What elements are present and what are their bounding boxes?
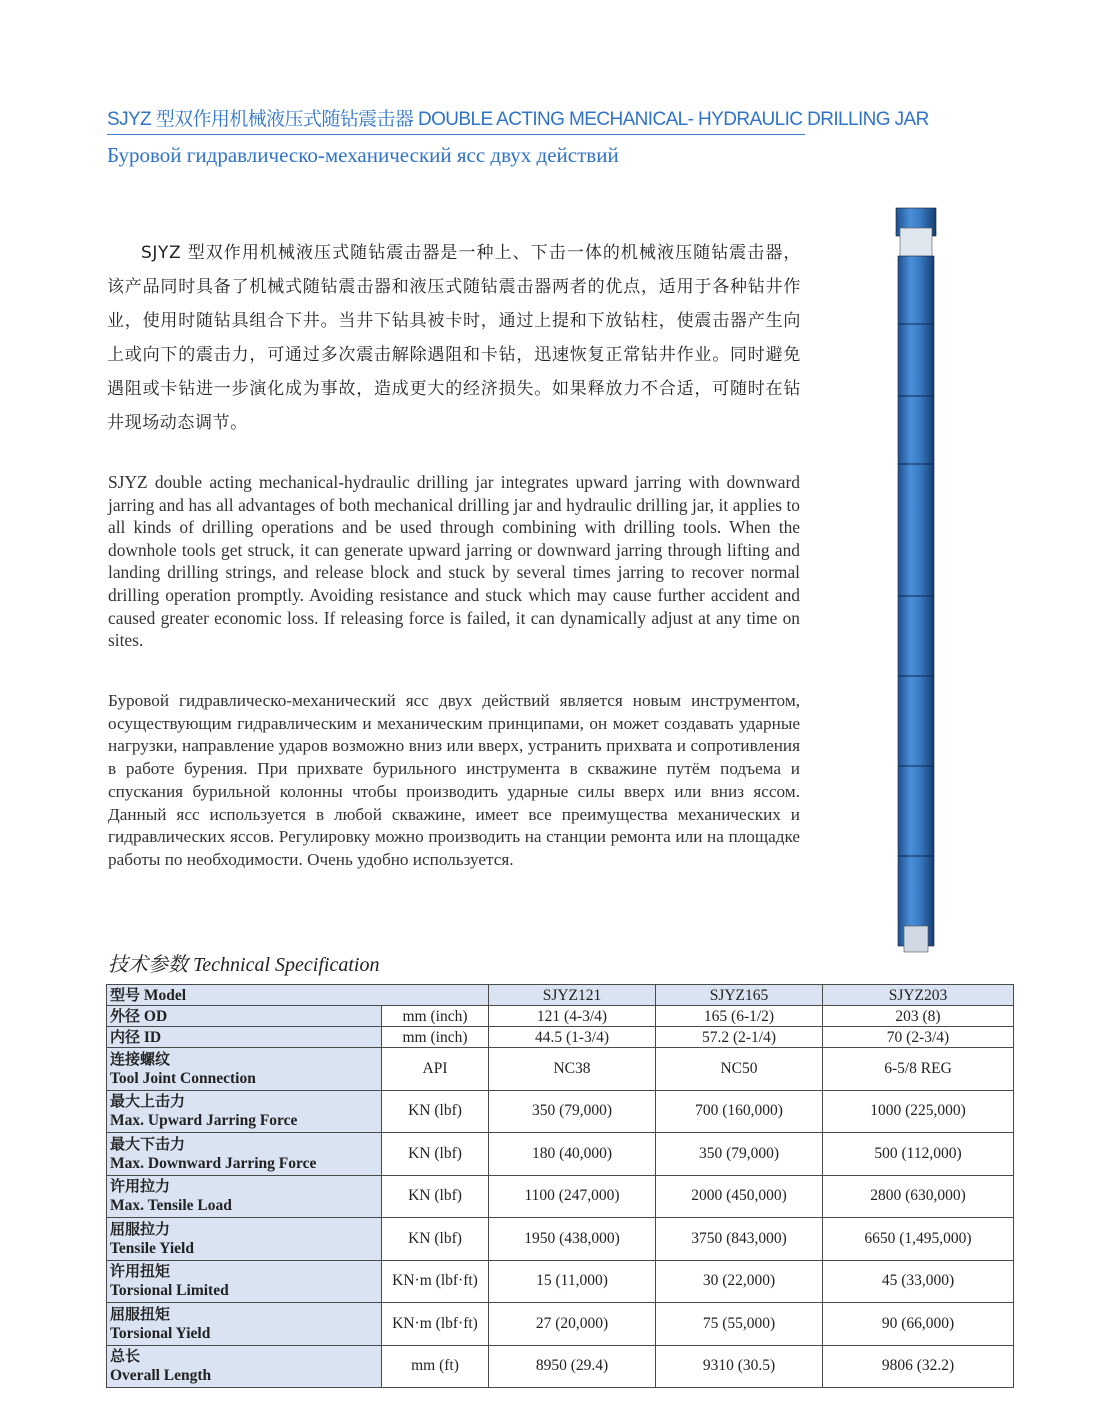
spec-unit: mm (ft) (382, 1345, 489, 1388)
title-divider (107, 134, 805, 135)
page-title: SJYZ 型双作用机械液压式随钻震击器 DOUBLE ACTING MECHANICAL- HYDRAULIC DRILLING JAR (107, 109, 929, 130)
spec-value: 1950 (438,000) (489, 1218, 656, 1261)
spec-label-cell (107, 1048, 382, 1091)
spec-label-cn: 许用拉力 (110, 1177, 171, 1196)
table-row (107, 1090, 1014, 1133)
spec-value: 15 (11,000) (489, 1260, 656, 1303)
spec-label-en: ID (143, 1028, 162, 1046)
spec-label-cn: 屈服拉力 (110, 1219, 171, 1238)
spec-label-en: Max. Downward Jarring Force (110, 1154, 317, 1172)
spec-value: 121 (4-3/4) (489, 1006, 656, 1027)
spec-label-cell (107, 1090, 382, 1133)
spec-value: NC38 (489, 1048, 656, 1091)
spec-label-en: Torsional Yield (110, 1324, 211, 1342)
spec-value: 500 (112,000) (823, 1133, 1014, 1176)
spec-label-cell (107, 1218, 382, 1261)
spec-unit: KN (lbf) (382, 1090, 489, 1133)
description-russian: Буровой гидравлическо-механический ясс двух действий является новым инструментом, осуществующим гидравлическим и механическим принципами, он может создавать ударные нагрузки, направление ударов возможно вниз или вверх, устранить прихвата и сопротивления в работе бурения. При прихвате бурильного инструмента в скважине путём подъема и спускания бурильной колонны чтобы производить ударные силы вверх или вниз яссом. Данный ясс используется в любой скважине, имеет все преимущества механических и гидравлических яссов. Регулировку можно производить на станции ремонта или на площадке работы по необходимости. Очень удобно используется. (108, 691, 800, 869)
table-row (107, 1027, 1014, 1048)
spec-label-cell (107, 1260, 382, 1303)
spec-label-cn: 屈服扭矩 (110, 1304, 171, 1323)
table-row (107, 1303, 1014, 1346)
drilling-jar-illustration (886, 206, 946, 954)
spec-label-cn: 连接螺纹 (110, 1049, 171, 1068)
model-label-en: Model (143, 986, 187, 1004)
spec-value: 2000 (450,000) (656, 1175, 823, 1218)
spec-label-en: Max. Upward Jarring Force (110, 1112, 298, 1130)
spec-label-cell (107, 1006, 382, 1027)
spec-label-en: OD (143, 1007, 168, 1025)
spec-value: 70 (2-3/4) (823, 1027, 1014, 1048)
spec-label-cn: 外径 (110, 1006, 141, 1025)
spec-value: 75 (55,000) (656, 1303, 823, 1346)
spec-value: 165 (6-1/2) (656, 1006, 823, 1027)
model-label-cn: 型号 (110, 985, 141, 1004)
spec-unit: KN·m (lbf·ft) (382, 1260, 489, 1303)
spec-label-cell (107, 1175, 382, 1218)
spec-unit: mm (inch) (382, 1027, 489, 1048)
spec-value: 8950 (29.4) (489, 1345, 656, 1388)
spec-value: 57.2 (2-1/4) (656, 1027, 823, 1048)
description-chinese: SJYZ 型双作用机械液压式随钻震击器是一种上、下击一体的机械液压随钻震击器，该产品同时具备了机械式随钻震击器和液压式随钻震击器两者的优点，适用于各种钻井作业，使用时随钻具组合下井。当井下钻具被卡时，通过上提和下放钻柱，使震击器产生向上或向下的震击力，可通过多次震击解除遇阻和卡钻，迅速恢复正常钻井作业。同时避免遇阻或卡钻进一步演化成为事故，造成更大的经济损失。如果释放力不合适，可随时在钻井现场动态调节。 (107, 243, 801, 433)
spec-value: 9806 (32.2) (823, 1345, 1014, 1388)
spec-label-cn: 内径 (110, 1027, 141, 1046)
spec-unit: KN·m (lbf·ft) (382, 1303, 489, 1346)
spec-value: 44.5 (1-3/4) (489, 1027, 656, 1048)
spec-unit: KN (lbf) (382, 1175, 489, 1218)
table-row (107, 985, 1014, 1006)
spec-value: 3750 (843,000) (656, 1218, 823, 1261)
spec-unit: KN (lbf) (382, 1218, 489, 1261)
spec-value: 350 (79,000) (489, 1090, 656, 1133)
model-header: SJYZ165 (656, 985, 823, 1006)
spec-label-cell (107, 1027, 382, 1048)
spec-label-en: Torsional Limited (110, 1282, 229, 1300)
spec-value: 180 (40,000) (489, 1133, 656, 1176)
model-header: SJYZ121 (489, 985, 656, 1006)
spec-value: 90 (66,000) (823, 1303, 1014, 1346)
spec-value: 27 (20,000) (489, 1303, 656, 1346)
spec-table (106, 984, 1014, 1388)
spec-label-en: Tensile Yield (110, 1239, 194, 1257)
spec-label-cell (107, 1345, 382, 1388)
spec-value: 2800 (630,000) (823, 1175, 1014, 1218)
spec-unit: API (382, 1048, 489, 1091)
table-row (107, 1048, 1014, 1091)
spec-label-en: Tool Joint Connection (110, 1069, 256, 1087)
spec-value: 350 (79,000) (656, 1133, 823, 1176)
spec-value: 1100 (247,000) (489, 1175, 656, 1218)
spec-value: 1000 (225,000) (823, 1090, 1014, 1133)
model-header: SJYZ203 (823, 985, 1014, 1006)
spec-value: 9310 (30.5) (656, 1345, 823, 1388)
spec-unit: mm (inch) (382, 1006, 489, 1027)
spec-label-en: Max. Tensile Load (110, 1197, 232, 1215)
spec-value: NC50 (656, 1048, 823, 1091)
page-subtitle-ru: Буровой гидравлическо-механический ясс двух действий (107, 143, 619, 167)
spec-label-en: Overall Length (110, 1367, 212, 1385)
spec-value: 45 (33,000) (823, 1260, 1014, 1303)
spec-value: 6-5/8 REG (823, 1048, 1014, 1091)
spec-unit: KN (lbf) (382, 1133, 489, 1176)
table-row (107, 1006, 1014, 1027)
table-row (107, 1175, 1014, 1218)
spec-title: 技术参数 Technical Specification (108, 954, 380, 976)
spec-label-cn: 最大上击力 (110, 1092, 186, 1111)
spec-value: 700 (160,000) (656, 1090, 823, 1133)
table-row (107, 1260, 1014, 1303)
spec-value: 6650 (1,495,000) (823, 1218, 1014, 1261)
spec-label-cell (107, 1133, 382, 1176)
spec-label-cn: 许用扭矩 (110, 1262, 171, 1281)
table-row (107, 1345, 1014, 1388)
spec-value: 203 (8) (823, 1006, 1014, 1027)
spec-label-cn: 总长 (110, 1347, 141, 1366)
spec-value: 30 (22,000) (656, 1260, 823, 1303)
table-row (107, 1133, 1014, 1176)
spec-label-cell (107, 1303, 382, 1346)
model-label-cell (107, 985, 489, 1006)
table-row (107, 1218, 1014, 1261)
spec-label-cn: 最大下击力 (110, 1134, 186, 1153)
description-english: SJYZ double acting mechanical-hydraulic drilling jar integrates upward jarring with downward jarring and has all advantages of both mechanical drilling jar and hydraulic drilling jar, it applies to all kinds of drilling operations and be used through combining with drilling tools. When the downhole tools get struck, it can generate upward jarring or downward jarring through lifting and landing drilling strings, and release block and stuck by several times jarring to recover normal drilling operation promptly. Avoiding resistance and stuck which may cause further accident and caused greater economic loss. If releasing force is failed, it can dynamically adjust at any time on sites. (108, 472, 800, 651)
